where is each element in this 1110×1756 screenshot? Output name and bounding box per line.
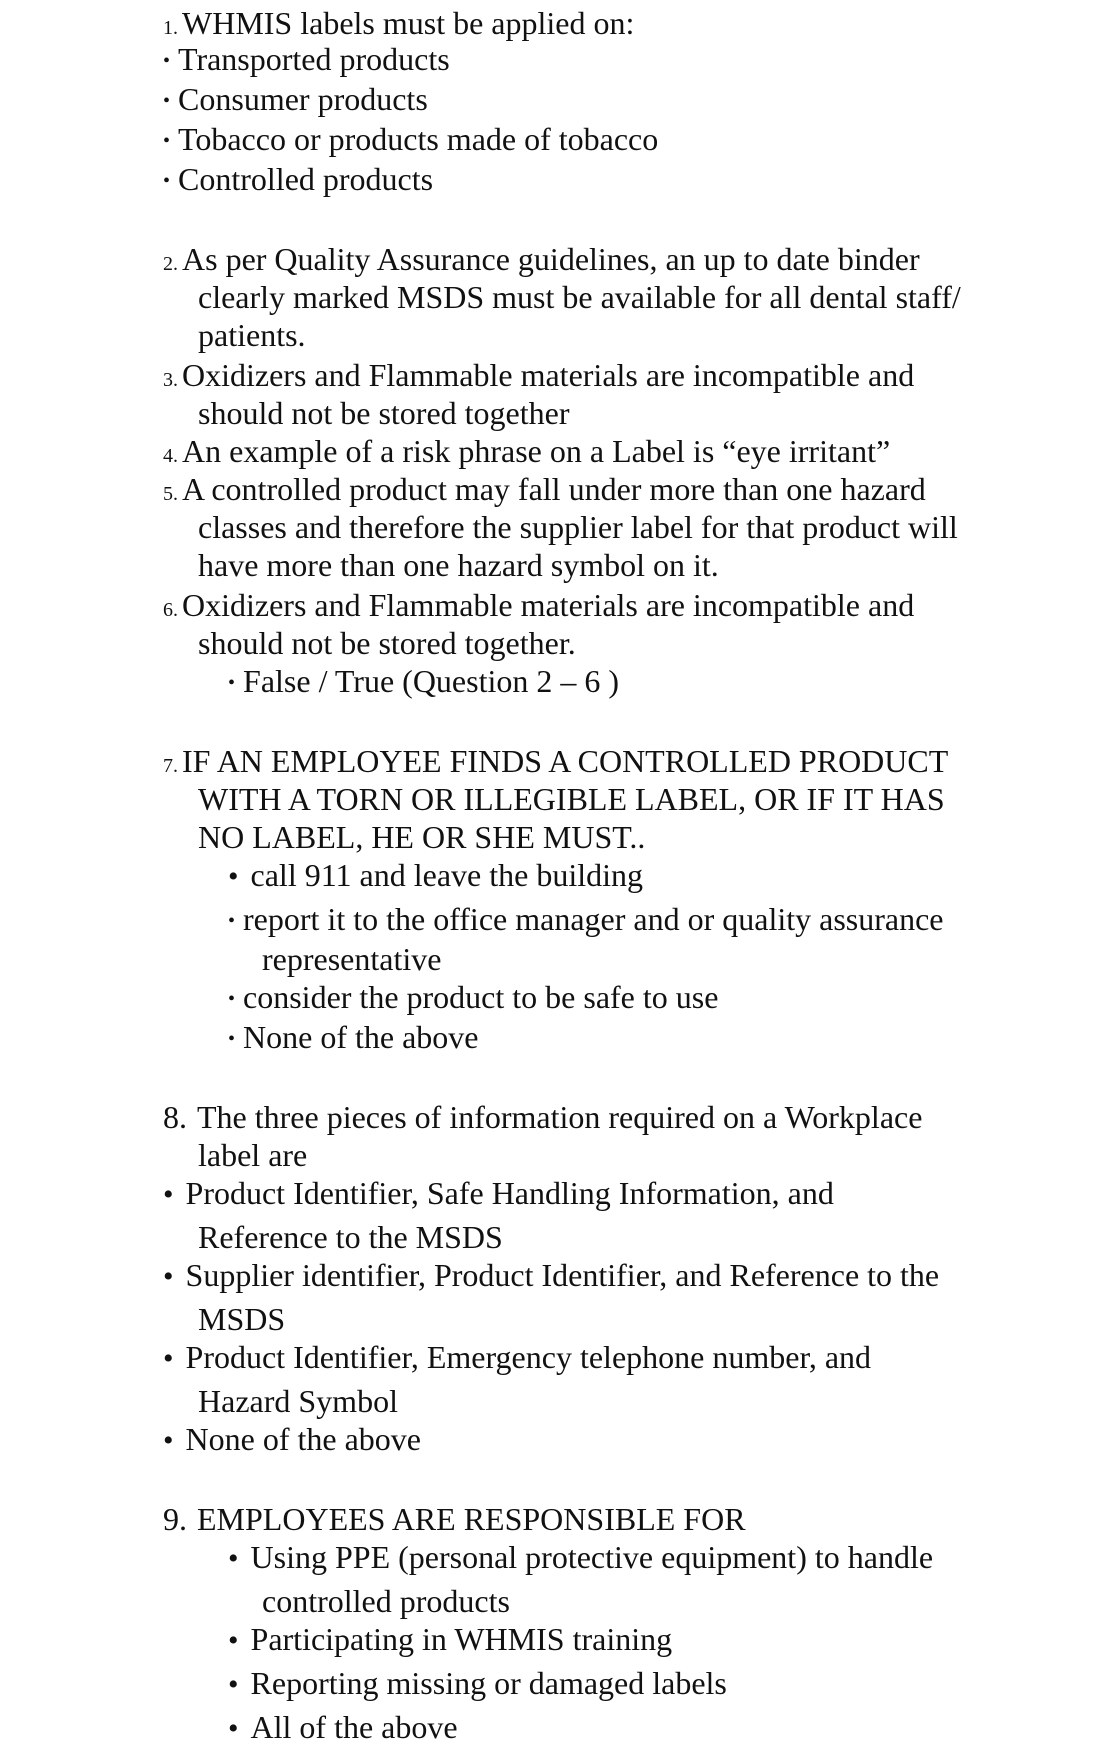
list-item: [228, 900, 943, 943]
question-8: [163, 1098, 922, 1136]
question-number: 9.: [163, 1501, 187, 1537]
list-item: [163, 1174, 834, 1214]
list-item: [228, 856, 643, 896]
bullet-icon: •: [228, 1542, 239, 1575]
question-2: [163, 240, 920, 283]
question-text-continued: should not be stored together: [198, 395, 570, 431]
list-item: [163, 1256, 939, 1296]
bullet-icon: •: [228, 860, 239, 893]
question-number: 4.: [163, 445, 178, 467]
option-text: consider the product to be safe to use: [243, 979, 719, 1015]
bullet-icon: •: [228, 1712, 239, 1745]
option-text: Supplier identifier, Product Identifier, and Reference to the: [185, 1257, 940, 1293]
question-text: WHMIS labels must be applied on:: [182, 5, 635, 41]
bullet-icon: •: [163, 130, 171, 152]
question-6: [163, 586, 914, 629]
option-text-continued: MSDS: [198, 1301, 286, 1337]
list-item: [163, 120, 658, 163]
bullet-icon: •: [163, 1260, 174, 1293]
question-9: [163, 1500, 746, 1538]
option-text: report it to the office manager and or quality assurance: [243, 901, 944, 937]
question-number: 1.: [163, 17, 178, 39]
bullet-icon: •: [163, 1342, 174, 1375]
option-text: Product Identifier, Safe Handling Information, and: [185, 1175, 834, 1211]
question-text-continued: WITH A TORN OR ILLEGIBLE LABEL, OR IF IT HAS: [198, 781, 945, 817]
list-item: [163, 160, 433, 203]
bullet-icon: •: [228, 1624, 239, 1657]
list-item: [228, 1018, 478, 1061]
question-text-continued: patients.: [198, 317, 306, 353]
question-text-continued: NO LABEL, HE OR SHE MUST..: [198, 819, 646, 855]
question-5: [163, 470, 926, 513]
list-item: [163, 80, 428, 123]
question-number: 7.: [163, 755, 178, 777]
answer-hint: [228, 662, 619, 705]
list-item: [163, 1338, 871, 1378]
option-text: All of the above: [250, 1709, 458, 1745]
list-item: [228, 1664, 727, 1704]
list-item: [163, 40, 450, 83]
question-text: EMPLOYEES ARE RESPONSIBLE FOR: [197, 1501, 746, 1537]
bullet-icon: •: [228, 910, 236, 932]
question-number: 3.: [163, 369, 178, 391]
option-text-continued: Reference to the MSDS: [198, 1219, 503, 1255]
list-item: [228, 1708, 458, 1748]
list-item: [228, 1620, 672, 1660]
question-number: 8.: [163, 1099, 187, 1135]
bullet-icon: •: [228, 1668, 239, 1701]
bullet-icon: •: [163, 90, 171, 112]
option-text: None of the above: [243, 1019, 479, 1055]
question-number: 2.: [163, 253, 178, 275]
bullet-icon: •: [163, 170, 171, 192]
question-text-continued: classes and therefore the supplier label for that product will: [198, 509, 958, 545]
option-text: None of the above: [185, 1421, 421, 1457]
question-4: [163, 432, 890, 475]
option-text: Reporting missing or damaged labels: [250, 1665, 727, 1701]
question-text: The three pieces of information required on a Workplace: [197, 1099, 923, 1135]
question-text-continued: label are: [198, 1137, 308, 1173]
question-number: 5.: [163, 483, 178, 505]
option-text: Participating in WHMIS training: [250, 1621, 673, 1657]
option-text: Transported products: [178, 41, 450, 77]
option-text-continued: Hazard Symbol: [198, 1383, 398, 1419]
option-text-continued: representative: [262, 941, 442, 977]
bullet-icon: •: [228, 672, 236, 694]
question-text-continued: clearly marked MSDS must be available for all dental staff/: [198, 279, 961, 315]
option-text: Consumer products: [178, 81, 428, 117]
question-7: [163, 742, 948, 785]
question-text: As per Quality Assurance guidelines, an up to date binder: [182, 241, 920, 277]
option-text: Tobacco or products made of tobacco: [178, 121, 659, 157]
bullet-icon: •: [163, 1178, 174, 1211]
answer-text: False / True (Question 2 – 6 ): [243, 663, 620, 699]
question-text: Oxidizers and Flammable materials are incompatible and: [182, 357, 915, 393]
question-text: IF AN EMPLOYEE FINDS A CONTROLLED PRODUCT: [182, 743, 949, 779]
list-item: [163, 1420, 421, 1460]
bullet-icon: •: [163, 1424, 174, 1457]
option-text: Controlled products: [178, 161, 434, 197]
question-text-continued: should not be stored together.: [198, 625, 576, 661]
option-text-continued: controlled products: [262, 1583, 510, 1619]
bullet-icon: •: [163, 50, 171, 72]
question-text: A controlled product may fall under more than one hazard: [182, 471, 926, 507]
bullet-icon: •: [228, 1028, 236, 1050]
option-text: Product Identifier, Emergency telephone number, and: [185, 1339, 872, 1375]
option-text: call 911 and leave the building: [250, 857, 643, 893]
question-text-continued: have more than one hazard symbol on it.: [198, 547, 719, 583]
question-text: An example of a risk phrase on a Label is “eye irritant”: [182, 433, 891, 469]
list-item: [228, 1538, 933, 1578]
option-text: Using PPE (personal protective equipment) to handle: [250, 1539, 934, 1575]
list-item: [228, 978, 718, 1021]
question-3: [163, 356, 914, 399]
bullet-icon: •: [228, 988, 236, 1010]
question-number: 6.: [163, 599, 178, 621]
question-text: Oxidizers and Flammable materials are incompatible and: [182, 587, 915, 623]
